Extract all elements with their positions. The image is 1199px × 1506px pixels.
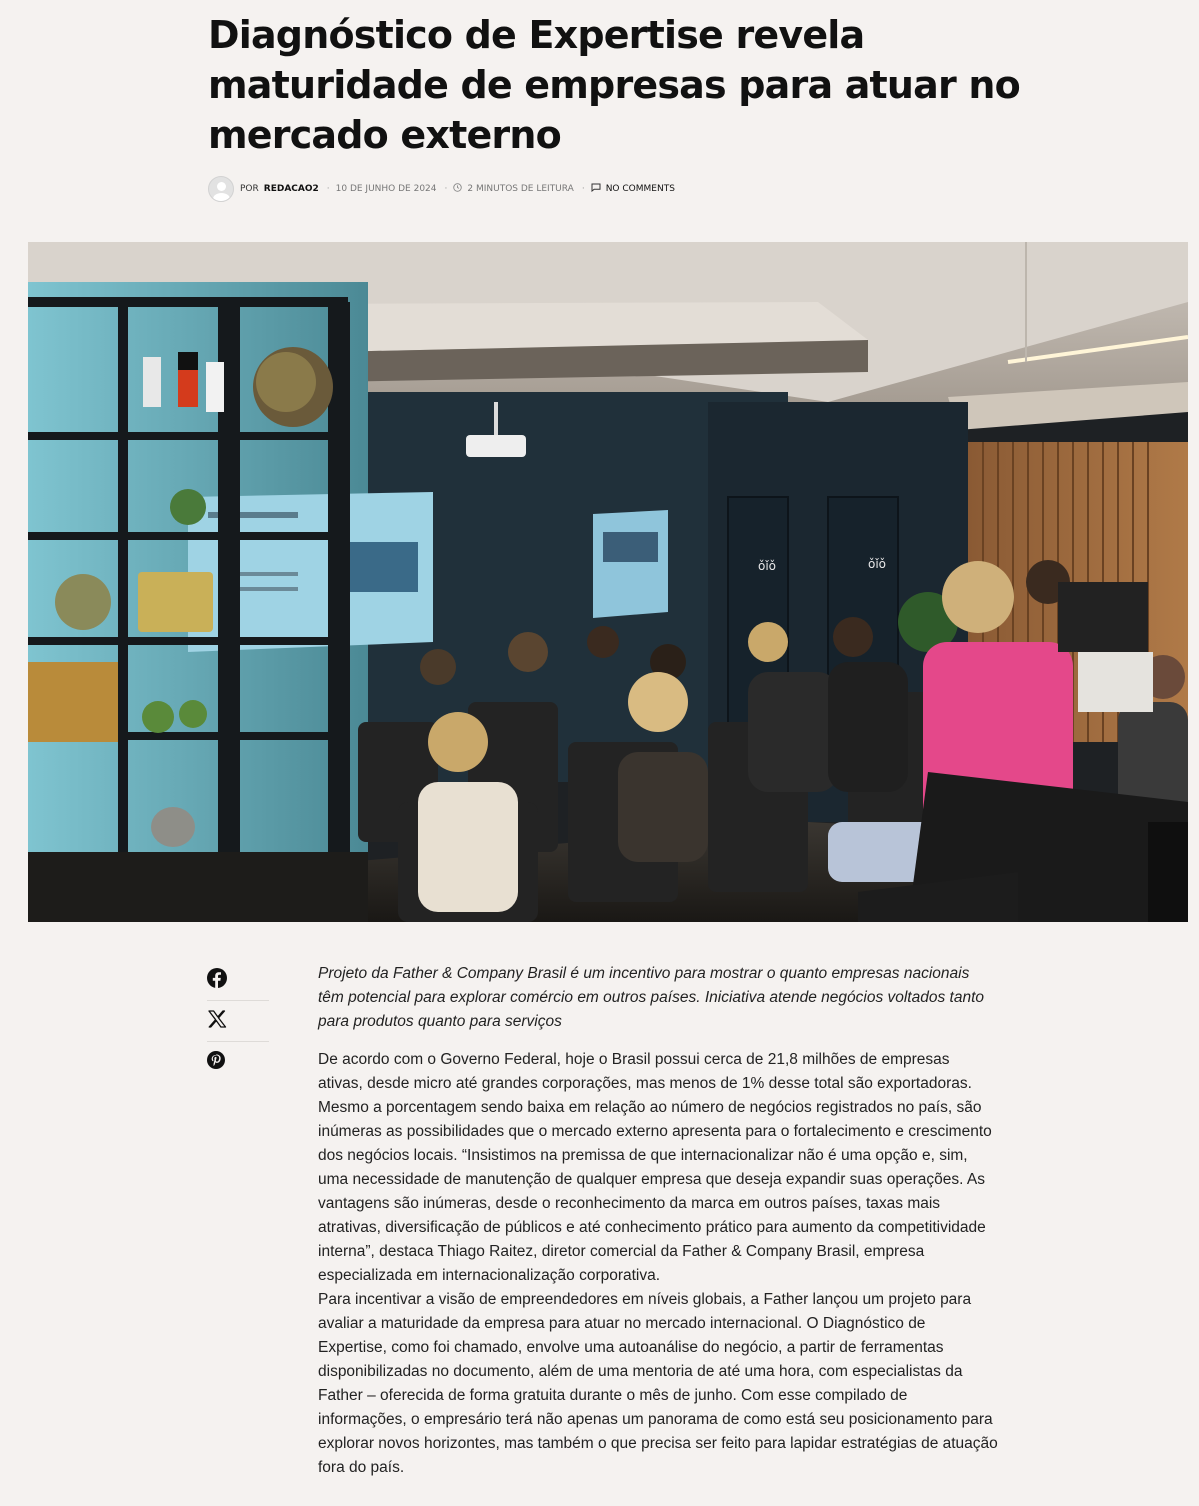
- share-facebook[interactable]: [207, 960, 269, 1001]
- door-sign: ǒǐǒ: [868, 557, 887, 571]
- read-time: 2 MINUTOS DE LEITURA: [467, 184, 574, 194]
- share-bar: [207, 960, 269, 1083]
- share-pinterest[interactable]: [207, 1042, 269, 1083]
- article-body: [318, 962, 998, 1480]
- pinterest-icon[interactable]: [207, 1051, 225, 1074]
- share-x[interactable]: [207, 1001, 269, 1042]
- by-label: POR: [240, 184, 259, 194]
- comment-icon: [591, 183, 601, 195]
- meta-separator: ·: [326, 184, 330, 194]
- meeting-room-photo: [28, 242, 1188, 922]
- article-title: Diagnóstico de Expertise revela maturidade de empresas para atuar no mercado externo: [208, 13, 1020, 157]
- meta-separator: ·: [581, 184, 585, 194]
- author-link[interactable]: REDACAO2: [263, 184, 319, 194]
- comments-link[interactable]: NO COMMENTS: [605, 184, 675, 194]
- article-lead: Projeto da Father & Company Brasil é um incentivo para mostrar o quanto empresas nacionais têm potencial para explorar comércio em outros países. Iniciativa atende negócios voltados tanto para produtos quanto para serviços: [318, 965, 985, 1030]
- x-twitter-icon[interactable]: [207, 1009, 227, 1034]
- door-sign: ǒǐǒ: [758, 559, 777, 573]
- article-meta: [208, 175, 675, 203]
- publish-date: 10 DE JUNHO DE 2024: [335, 184, 437, 194]
- article-paragraph: Para incentivar a visão de empreendedores em níveis globais, a Father lançou um projeto para avaliar a maturidade da empresa para atuar no mercado internacional. O Diagnóstico de Expertise, como foi chamado, envolve uma autoanálise do negócio, a partir de ferramentas disponibilizadas no documento, além de uma mentoria de até uma hora, com especialistas da Father – oferecida de forma gratuita durante o mês de junho. Com esse compilado de informações, o empresário terá não apenas um panorama de como está seu posicionamento para explorar novos horizontes, mas também o que precisa ser feito para lapidar estratégias de atuação fora do país.: [318, 1291, 998, 1476]
- clock-icon: [453, 183, 462, 195]
- meta-separator: ·: [444, 184, 448, 194]
- hero-image: [28, 242, 1188, 922]
- article-paragraph: De acordo com o Governo Federal, hoje o Brasil possui cerca de 21,8 milhões de empresas ativas, desde micro até grandes corporações, mas menos de 1% desse total são exportadoras. Mesmo a porcentagem sendo baixa em relação ao número de negócios registrados no país, são inúmeras as possibilidades que o mercado externo apresenta para o fortalecimento e crescimento dos negócios locais. “Insistimos na premissa de que internacionalizar não é uma opção e, sim, uma necessidade de manutenção de qualquer empresa que deseja expandir suas operações. As vantagens são inúmeras, desde o reconhecimento da marca em outros países, taxas mais atrativas, diversificação de públicos e até conhecimento prático para aumento da competitividade interna”, destaca Thiago Raitez, diretor comercial da Father & Company Brasil, empresa especializada em internacionalização corporativa.: [318, 1051, 992, 1284]
- author-avatar[interactable]: [208, 176, 234, 202]
- facebook-icon[interactable]: [207, 968, 227, 993]
